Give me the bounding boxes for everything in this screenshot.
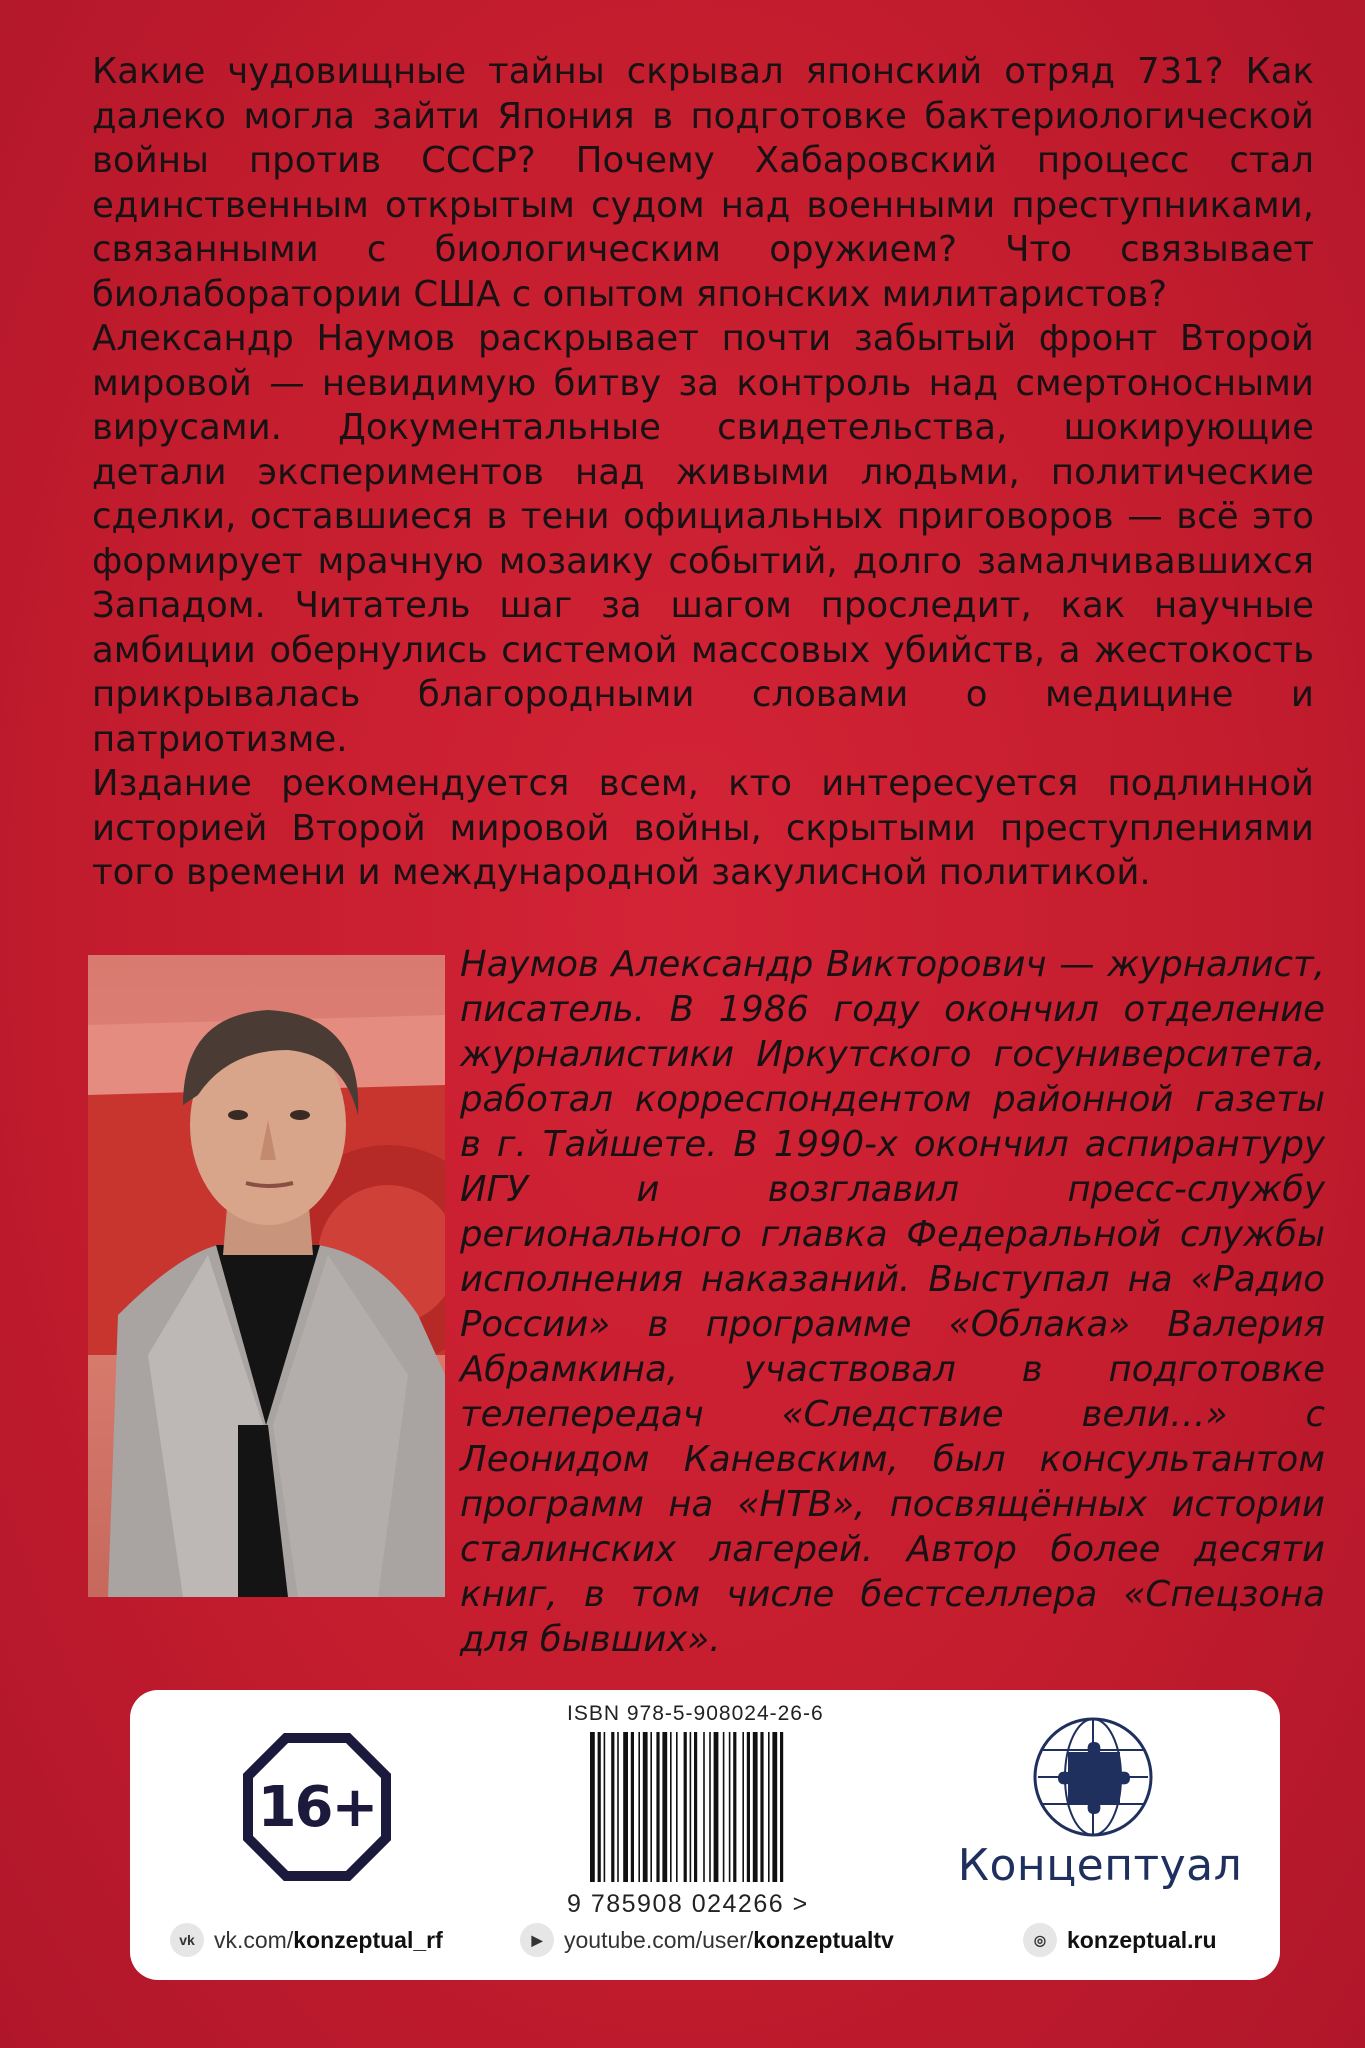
youtube-icon: ▶ — [520, 1923, 554, 1957]
barcode-bar — [690, 1732, 692, 1882]
vk-link-prefix: vk.com/ — [214, 1926, 294, 1953]
barcode-bar — [590, 1732, 595, 1882]
vk-link-handle: konzeptual_rf — [293, 1926, 443, 1953]
barcode-bar — [631, 1732, 634, 1882]
youtube-link[interactable] — [520, 1920, 894, 1960]
barcode-bar — [753, 1732, 758, 1882]
vk-icon: vk — [170, 1923, 204, 1957]
author-bio — [460, 942, 1325, 1662]
publisher-panel — [130, 1690, 1280, 1980]
isbn-number: ISBN 978-5-908024-26-6 — [567, 1702, 824, 1725]
barcode-bar — [684, 1732, 687, 1882]
barcode-bar — [747, 1732, 750, 1882]
publisher-name: Концептуал — [957, 1840, 1243, 1891]
barcode-bar — [733, 1732, 736, 1882]
barcode-bar — [670, 1732, 672, 1882]
youtube-link-prefix: youtube.com/user/ — [564, 1926, 754, 1953]
barcode-bar — [623, 1732, 628, 1882]
barcode-bar — [662, 1732, 667, 1882]
barcode-bar — [714, 1732, 719, 1882]
barcode-bar — [598, 1732, 601, 1882]
barcode-bar — [768, 1732, 770, 1882]
globe-icon: ◎ — [1023, 1923, 1057, 1957]
vk-link[interactable] — [170, 1920, 443, 1960]
barcode-bar — [676, 1732, 678, 1882]
barcode — [588, 1732, 868, 1882]
age-rating-badge — [242, 1732, 392, 1882]
barcode-bar — [694, 1732, 697, 1882]
blurb-paragraph: Какие чудовищные тайны скрывал японский отряд 731? Как далеко могла зайти Япония в подготовке бактериологической войны против СССР? Почему Хабаровский процесс стал единственным открытым судом над военными преступниками, связанными с биологическим оружием? Что связывает биолаборатории США с опытом японских милитаристов? — [92, 51, 1314, 315]
barcode-bar — [611, 1732, 614, 1882]
barcode-bar — [643, 1732, 648, 1882]
barcode-bar — [617, 1732, 619, 1882]
barcode-digits: 9 785908 024266 > — [567, 1890, 809, 1918]
barcode-bar — [780, 1732, 783, 1882]
barcode-bar — [772, 1732, 777, 1882]
blurb-paragraph: Александр Наумов раскрывает почти забытый фронт Второй мировой — невидимую битву за контроль над смертоносными вирусами. Документальные свидетельства, шокирующие детали экспериментов над живыми людьми, политические сделки, оставшиеся в тени официальных приговоров — всё это формирует мрачную мозаику событий, долго замалчивавшихся Западом. Читатель шаг за шагом проследит, как научные амбиции обернулись системой массовых убийств, а жестокость прикрывалась благородными словами о медицине и патриотизме. — [92, 318, 1314, 760]
blurb-text — [92, 50, 1314, 896]
publisher-logo — [1028, 1712, 1158, 1842]
barcode-bar — [709, 1732, 711, 1882]
barcode-bar — [729, 1732, 731, 1882]
author-bio-text: Наумов Александр Викторович — журналист, писатель. В 1986 году окончил отделение журналистики Иркутского госуниверситета, работал корреспондентом районной газеты в г. Тайшете. В 1990-х окончил аспирантуру ИГУ и возглавил пресс-службу регионального главка Федеральной службы исполнения наказаний. Выступал на «Радио России» в программе «Облака» Валерия Абрамкина, участвовал в подготовке телепередач «Следствие вели…» с Леонидом Каневским, был консультантом программ на «НТВ», посвящённых истории сталинских лагерей. Автор более десяти книг, в том числе бестселлера «Спецзона для бывших». — [460, 944, 1325, 1660]
barcode-bar — [604, 1732, 606, 1882]
youtube-link-handle: konzeptualtv — [753, 1926, 894, 1953]
blurb-paragraph: Издание рекомендуется всем, кто интересуется подлинной историей Второй мировой войны, скрытыми преступлениями того времени и международной закулисной политикой. — [92, 763, 1314, 893]
barcode-bar — [650, 1732, 652, 1882]
barcode-bar — [723, 1732, 725, 1882]
author-photo — [88, 955, 445, 1597]
publisher-links — [170, 1920, 1260, 1960]
barcode-bar — [742, 1732, 744, 1882]
website-link[interactable] — [1023, 1920, 1217, 1960]
barcode-bar — [638, 1732, 640, 1882]
puzzle-globe-icon — [1028, 1712, 1158, 1842]
website-link-handle: konzeptual.ru — [1067, 1926, 1217, 1953]
barcode-bar — [703, 1732, 705, 1882]
age-rating-label: 16+ — [257, 1774, 377, 1840]
barcode-bar — [760, 1732, 763, 1882]
barcode-bar — [656, 1732, 659, 1882]
